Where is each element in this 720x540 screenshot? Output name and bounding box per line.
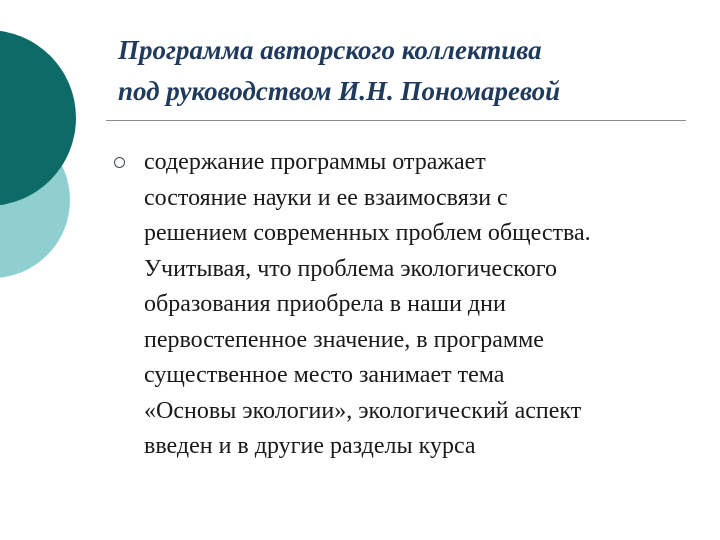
- title-line: под руководством И.Н. Пономаревой: [118, 76, 561, 106]
- bullet-line: «Основы экологии», экологический аспект: [144, 397, 582, 424]
- bullet-line: состояние науки и ее взаимосвязи с: [144, 184, 508, 211]
- bullet-line: образования приобрела в наши дни: [144, 291, 506, 317]
- decorative-circles: [0, 0, 90, 300]
- bullet-line: существенное место занимает тема: [144, 362, 505, 388]
- slide-title: [118, 30, 698, 112]
- bullet-line: введен и в другие разделы курса: [144, 433, 476, 459]
- title-line: Программа авторского коллектива: [118, 35, 542, 65]
- title-divider: [106, 120, 686, 121]
- bullet-line: решением современных проблем общества.: [144, 220, 591, 246]
- bullet-line: Учитывая, что проблема экологического: [144, 255, 557, 282]
- hollow-circle-bullet-icon: [114, 157, 125, 168]
- bullet-text: [144, 145, 704, 465]
- bullet-line: содержание программы отражает: [144, 149, 486, 175]
- bullet-line: первостепенное значение, в программе: [144, 326, 544, 353]
